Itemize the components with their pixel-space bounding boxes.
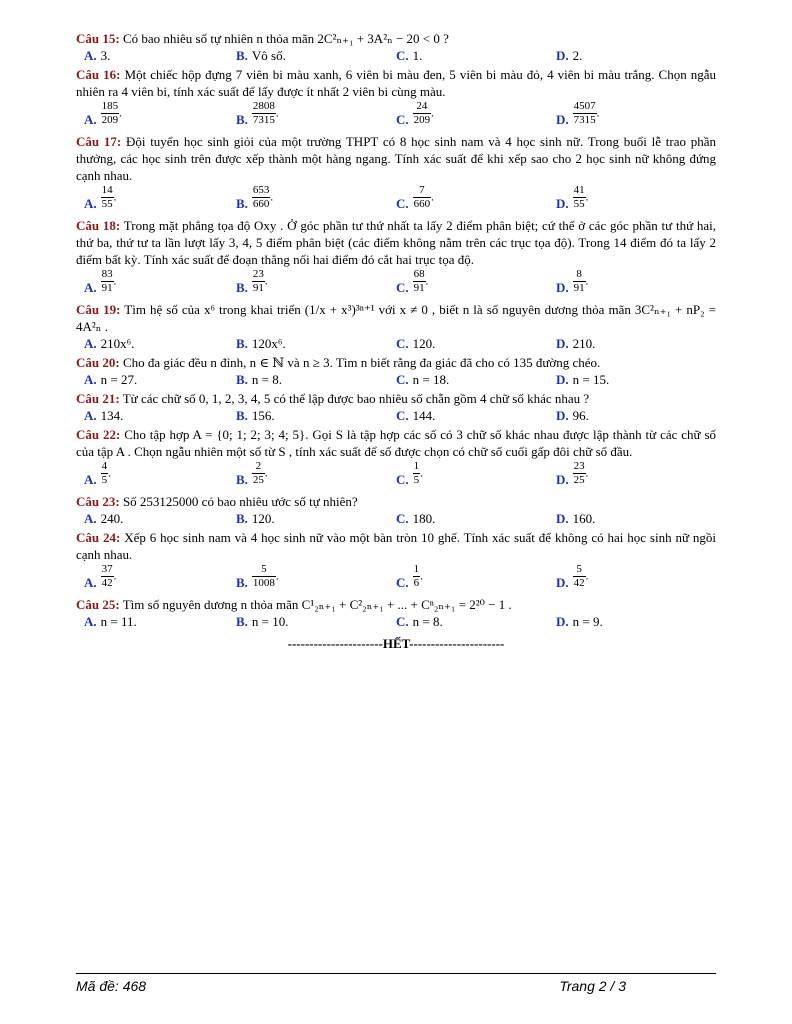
option-a: A. $\frac{14}{55}$ .: [84, 184, 117, 212]
question-stem: Câu 25: Tìm số nguyên dương n thỏa mãn C¹₂ₙ₊₁ + C²₂ₙ₊₁ + ... + Cⁿ₂ₙ₊₁ = 2²⁰ − 1 .: [76, 597, 512, 612]
exam-code: Mã đề: 468: [76, 978, 147, 994]
answer-options: [76, 184, 716, 216]
fraction: $\frac{1}{6}$: [413, 563, 420, 589]
fraction: $\frac{23}{25}$: [573, 460, 585, 486]
answer-options: [76, 563, 716, 595]
option-b: B. 156.: [236, 408, 275, 423]
option-b: B. $\frac{2}{25}$ .: [236, 460, 268, 488]
page-number: Trang 2 / 3: [559, 978, 626, 994]
question-stem: Câu 18: Trong mặt phẳng tọa độ Oxy . Ở góc phần tư thứ nhất ta lấy 2 điểm phân biệt; cứ thế ở các góc phần tư thứ hai, thứ ba, thứ tư ta lần lượt lấy 3, 4, 5 điểm phân biệt (các điểm không nằm trên các trục tọa độ). Trong 14 điểm đó ta lấy 2 điểm bất kỳ. Tính xác suất để đoạn thẳng nối hai điểm đó cắt hai trục tọa độ.: [76, 218, 717, 267]
fraction: $\frac{1}{5}$: [413, 460, 420, 486]
footer-divider: [76, 973, 716, 974]
question-24: [76, 529, 716, 595]
option-c: C. 180.: [396, 511, 436, 526]
question-stem: Câu 24: Xếp 6 học sinh nam và 4 học sinh nữ vào một bàn tròn 10 ghế. Tính xác suất để không có hai học sinh nữ ngồi cạnh nhau.: [76, 530, 716, 562]
option-d: D. n = 9.: [556, 614, 603, 629]
question-label: Câu 23:: [76, 494, 120, 509]
fraction: $\frac{5}{42}$: [573, 563, 585, 589]
option-c: C. 144.: [396, 408, 436, 423]
option-a: A. n = 27.: [84, 372, 138, 387]
question-21: [76, 390, 716, 425]
fraction: $\frac{23}{91}$: [252, 268, 264, 294]
option-a: A. $\frac{4}{5}$ .: [84, 460, 111, 488]
option-d: D. 2.: [556, 48, 583, 63]
answer-options: [76, 47, 716, 65]
option-a: A. $\frac{37}{42}$ .: [84, 563, 117, 591]
question-stem: Câu 15: Có bao nhiêu số tự nhiên n thỏa mãn 2C²ₙ₊₁ + 3A²ₙ − 20 < 0 ?: [76, 31, 449, 46]
question-label: Câu 18:: [76, 218, 121, 233]
option-c: C. n = 8.: [396, 614, 443, 629]
question-label: Câu 15:: [76, 31, 120, 46]
question-stem: Câu 21: Từ các chữ số 0, 1, 2, 3, 4, 5 có thể lập được bao nhiêu số chẵn gồm 4 chữ số khác nhau ?: [76, 391, 590, 406]
option-d: D. $\frac{4507}{7315}$ .: [556, 100, 600, 128]
question-label: Câu 19:: [76, 302, 121, 317]
fraction: $\frac{8}{91}$: [573, 268, 585, 294]
answer-options: [76, 100, 716, 132]
option-a: A. $\frac{185}{209}$ .: [84, 100, 122, 128]
option-b: B. Vô số.: [236, 48, 286, 63]
fraction: $\frac{24}{209}$: [413, 100, 431, 126]
option-d: D. n = 15.: [556, 372, 610, 387]
question-19: [76, 301, 716, 353]
option-d: D. 210.: [556, 336, 596, 351]
option-b: B. $\frac{5}{1008}$ .: [236, 563, 279, 591]
question-stem: Câu 17: Đội tuyển học sinh giỏi của một trường THPT có 8 học sinh nam và 4 học sinh nữ. Trong buổi lễ trao phần thưởng, các học sinh trên được xếp thành một hàng ngang. Tính xác suất để khi xếp sao cho 2 học sinh nữ không đứng cạnh nhau.: [76, 134, 716, 183]
question-15: [76, 30, 716, 65]
question-18: [76, 217, 716, 300]
option-b: B. $\frac{23}{91}$ .: [236, 268, 268, 296]
option-c: C. $\frac{24}{209}$ .: [396, 100, 434, 128]
option-a: A. 210x⁶.: [84, 336, 135, 351]
option-a: A. 134.: [84, 408, 124, 423]
question-stem: Câu 19: Tìm hệ số của x⁶ trong khai triển (1/x + x³)³ⁿ⁺¹ với x ≠ 0 , biết n là số nguyên dương thỏa mãn 3C²ₙ₊₁ + nP₂ = 4A²ₙ .: [76, 302, 717, 334]
question-16: [76, 66, 716, 132]
question-label: Câu 25:: [76, 597, 120, 612]
question-20: [76, 354, 716, 389]
answer-options: [76, 335, 716, 353]
question-label: Câu 16:: [76, 67, 121, 82]
fraction: $\frac{37}{42}$: [101, 563, 113, 589]
option-d: D. $\frac{23}{25}$ .: [556, 460, 589, 488]
question-stem: Câu 22: Cho tập hợp A = {0; 1; 2; 3; 4; 5}. Gọi S là tập hợp các số có 3 chữ số khác nhau được lập thành từ các chữ số của tập A . Chọn ngẫu nhiên một số từ S , tính xác suất để số được chọn có chữ số cuối gấp đôi chữ số đầu.: [76, 427, 717, 459]
fraction: $\frac{2808}{7315}$: [252, 100, 275, 126]
option-b: B. 120.: [236, 511, 275, 526]
option-c: C. $\frac{68}{91}$ .: [396, 268, 429, 296]
question-stem: Câu 16: Một chiếc hộp đựng 7 viên bi màu xanh, 6 viên bi màu đen, 5 viên bi màu đỏ, 4 viên bi màu trắng. Chọn ngẫu nhiên ra 4 viên bi, tính xác suất để lấy được ít nhất 2 viên bi cùng màu.: [76, 67, 716, 99]
option-c: C. 1.: [396, 48, 423, 63]
fraction: $\frac{5}{1008}$: [252, 563, 275, 589]
fraction: $\frac{2}{25}$: [252, 460, 264, 486]
fraction: $\frac{14}{55}$: [101, 184, 113, 210]
option-b: B. 120x⁶.: [236, 336, 286, 351]
question-label: Câu 20:: [76, 355, 120, 370]
question-stem: Câu 23: Số 253125000 có bao nhiêu ước số tự nhiên?: [76, 494, 358, 509]
exam-page: [76, 30, 716, 652]
question-label: Câu 21:: [76, 391, 120, 406]
fraction: $\frac{83}{91}$: [101, 268, 113, 294]
answer-options: [76, 613, 716, 631]
fraction: $\frac{653}{660}$: [252, 184, 270, 210]
option-b: B. $\frac{653}{660}$ .: [236, 184, 274, 212]
option-a: A. $\frac{83}{91}$ .: [84, 268, 117, 296]
option-d: D. $\frac{8}{91}$ .: [556, 268, 589, 296]
question-23: [76, 493, 716, 528]
option-d: D. $\frac{5}{42}$ .: [556, 563, 589, 591]
question-label: Câu 17:: [76, 134, 122, 149]
end-marker: ----------------------HẾT----------------------: [287, 636, 505, 651]
option-b: B. n = 10.: [236, 614, 289, 629]
option-d: D. $\frac{41}{55}$ .: [556, 184, 589, 212]
fraction: $\frac{4507}{7315}$: [573, 100, 596, 126]
option-c: C. 120.: [396, 336, 436, 351]
option-c: C. $\frac{7}{660}$ .: [396, 184, 434, 212]
option-c: C. $\frac{1}{5}$ .: [396, 460, 423, 488]
option-a: A. n = 11.: [84, 614, 137, 629]
option-d: D. 96.: [556, 408, 589, 423]
option-b: B. n = 8.: [236, 372, 283, 387]
fraction: $\frac{68}{91}$: [413, 268, 425, 294]
question-25: [76, 596, 716, 631]
answer-options: [76, 407, 716, 425]
fraction: $\frac{41}{55}$: [573, 184, 585, 210]
fraction: $\frac{185}{209}$: [101, 100, 119, 126]
fraction: $\frac{4}{5}$: [101, 460, 108, 486]
answer-options: [76, 371, 716, 389]
question-label: Câu 24:: [76, 530, 121, 545]
question-22: [76, 426, 716, 492]
question-label: Câu 22:: [76, 427, 121, 442]
option-d: D. 160.: [556, 511, 596, 526]
option-a: A. 3.: [84, 48, 111, 63]
option-c: C. n = 18.: [396, 372, 450, 387]
fraction: $\frac{7}{660}$: [413, 184, 431, 210]
option-c: C. $\frac{1}{6}$ .: [396, 563, 423, 591]
answer-options: [76, 460, 716, 492]
answer-options: [76, 268, 716, 300]
option-b: B. $\frac{2808}{7315}$ .: [236, 100, 279, 128]
option-a: A. 240.: [84, 511, 124, 526]
question-17: [76, 133, 716, 216]
answer-options: [76, 510, 716, 528]
question-stem: Câu 20: Cho đa giác đều n đỉnh, n ∈ ℕ và n ≥ 3. Tìm n biết rằng đa giác đã cho có 135 đường chéo.: [76, 355, 601, 370]
